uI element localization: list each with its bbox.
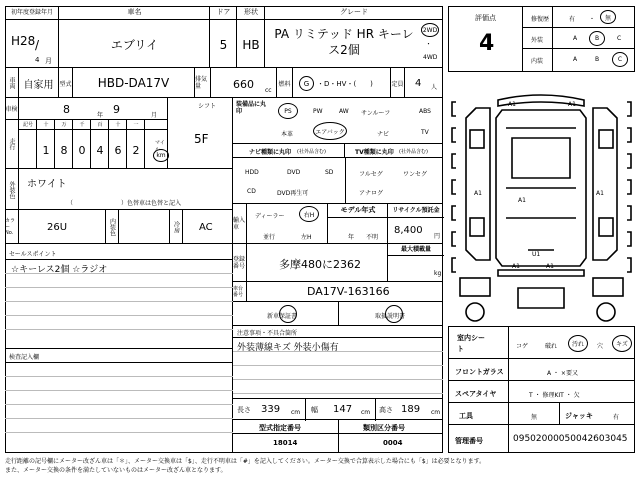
mileage-digit: 4 [96, 144, 104, 157]
navi-dvd: DVD [287, 169, 301, 176]
seat-scratch: キズ [612, 335, 632, 352]
dims-hgt-value: 189 [401, 404, 421, 415]
navi-hdd: HDD [245, 169, 259, 176]
chassis-block [233, 282, 443, 302]
tv-label: TV種類に丸印 [355, 149, 394, 156]
mileage-grid [19, 120, 167, 168]
warranty-block [233, 302, 443, 326]
model-value: HBD-DA17V [73, 68, 195, 98]
inspect-month-unit: 月 [151, 112, 158, 119]
door-label: ドア [210, 6, 237, 20]
exterior-a: A [573, 35, 578, 42]
repair-no: 無 [600, 10, 616, 24]
dims-block [233, 398, 443, 420]
mileage-digit: 1 [42, 144, 50, 157]
mileage-digit: 0 [78, 144, 86, 157]
equip-block [233, 98, 443, 144]
equip-abs: ABS [419, 108, 431, 115]
eval-block [448, 6, 635, 72]
jack-value: 有 [613, 414, 620, 421]
warranty-book: 新車保証書 [267, 313, 298, 320]
inspector-lines [5, 362, 233, 454]
dims-len-value: 339 [261, 404, 281, 415]
tools-value: 無 [531, 414, 538, 421]
reg-year: H28 [11, 34, 36, 48]
footer-line1: 走行距離の記号欄にメーター改ざん車は「＊」、メーター交換車は「$」、走行不明車は「#」を記入してください。メーター交換で合算表示した場合にも「$」は必要となります。 [5, 458, 486, 465]
interior-a: A [573, 56, 578, 63]
exterior-label: 外装 [531, 37, 544, 44]
shift-value: 5F [194, 132, 209, 146]
sales-point-label: セールスポイント [9, 251, 57, 258]
colorno-value: 26U [47, 222, 68, 233]
plate-label: 登録番号 [233, 244, 247, 282]
tv-label-note: (社外品含む) [399, 149, 428, 155]
equip-ps: PS [278, 103, 298, 119]
sales-lines [5, 259, 233, 348]
recycle-value: 8,400 [394, 225, 423, 236]
footer-note [5, 457, 635, 475]
notes-label: 注意事項・不具合箇所 [237, 330, 298, 337]
notes-lines [233, 337, 443, 398]
repair-sep: ・ [589, 16, 596, 23]
colorno-block [5, 210, 233, 244]
equip-navi: ナビ [377, 131, 390, 138]
disp-unit: cc [265, 87, 272, 94]
type-block [233, 420, 443, 453]
mark-mid: A1 [518, 197, 526, 204]
type-no-label: 型式指定番号 [259, 424, 301, 432]
mileage-digit-header: 千 [79, 122, 85, 128]
repair-yes: 有 [569, 16, 576, 23]
warranty-manual: 取扱説明書 [375, 313, 406, 320]
exterior-b: B [589, 31, 605, 46]
fuel-label: 燃料 [277, 68, 293, 98]
model-label: 型式 [59, 68, 73, 98]
sales-point-value: ☆キーレス2個 ☆ラジオ [11, 265, 108, 275]
right-table [448, 326, 635, 453]
sales-point-block [5, 244, 233, 348]
reg-label: 初年度登録年月 [5, 6, 59, 20]
mark-right-door: A1 [596, 190, 604, 197]
load-label: 最大積載量 [388, 244, 444, 256]
cap-unit: 人 [431, 84, 438, 91]
notes-value: 外装薄線キズ 外装小傷有 [237, 343, 339, 353]
eval-label: 評価点 [475, 14, 496, 22]
vclass-value: 自家用 [19, 68, 59, 98]
seat-hole: 穴 [597, 343, 604, 350]
tv-oneseg: ワンセグ [403, 171, 428, 178]
inspect-year: 8 [63, 103, 70, 116]
mark-rear-left: A1 [512, 263, 520, 270]
import-left: 左H [301, 234, 312, 241]
type-no-value: 18014 [273, 439, 298, 447]
import-right: 右H [299, 206, 319, 222]
equip-tv: TV [421, 129, 429, 136]
interior-c: C [612, 52, 628, 67]
seat-burn: コゲ [516, 343, 529, 350]
plate-value: 多摩480に2362 [279, 258, 361, 271]
cap-value: 4 [415, 78, 422, 89]
mileage-digit: 6 [114, 144, 122, 157]
notes-block [233, 326, 443, 398]
mileage-label: 走行 [5, 120, 19, 168]
navi-sd: SD [325, 169, 334, 176]
tv-analog: アナログ [359, 190, 384, 197]
navi-label-note: (社外品含む) [297, 149, 326, 155]
jack-label: ジャッキ [565, 412, 593, 420]
name-label: 車名 [59, 6, 210, 20]
damage-diagram [448, 78, 635, 322]
shape-value: HB [242, 38, 260, 52]
inspect-block [5, 98, 233, 168]
shape-label: 形状 [237, 6, 265, 20]
navi-cd: CD [247, 188, 256, 195]
recycle-unit: 円 [434, 233, 441, 240]
dims-len-unit: cm [291, 409, 301, 416]
inspect-month: 9 [113, 103, 120, 116]
vclass-label: 車両 [5, 68, 19, 98]
model-year-label: モデル年式 [328, 204, 388, 218]
dims-hgt-unit: cm [431, 409, 441, 416]
inspect-label: 車検 [5, 98, 19, 120]
ac-label: 冷房 [169, 210, 183, 244]
mark-front-bumper: A1 [508, 101, 516, 108]
exterior-c: C [617, 35, 622, 42]
import-dealer: ディーラー [255, 213, 285, 220]
class-no-value: 0004 [383, 439, 403, 447]
km-label: km [153, 149, 169, 162]
import-parallel: 並行 [263, 234, 276, 241]
equip-pw: PW [313, 108, 323, 115]
import-label: 輸入車 [233, 204, 247, 244]
mileage-digit: 2 [132, 144, 140, 157]
color-block [5, 168, 233, 210]
mgmt-value: 09502000050042603045 [513, 434, 628, 444]
equip-aw: AW [339, 108, 349, 115]
mark-front-right: A1 [568, 101, 576, 108]
warranty-manual-circle [385, 305, 403, 323]
dims-len-label: 長さ [237, 406, 251, 414]
shift-label: シフト [198, 103, 217, 110]
equip-label: 装備品に丸印 [236, 101, 267, 115]
grade-value: PA リミテッド HR キーレス2個 [274, 27, 414, 57]
trim-label: 内装色 [105, 210, 119, 244]
dims-wid-value: 147 [333, 404, 353, 415]
footer-line2: また、メーター交換の条件を満たしていないものはメーター改ざん車となります。 [5, 467, 227, 474]
dims-wid-unit: cm [361, 409, 371, 416]
interior-b: B [595, 56, 600, 63]
seat-tear: 破れ [545, 343, 558, 350]
colorno-label: カラーNo. [5, 210, 19, 244]
repair-label: 修復歴 [531, 16, 550, 23]
dims-wid-label: 幅 [311, 406, 318, 414]
ac-value: AC [199, 222, 213, 233]
mile-label: マイル [155, 140, 165, 153]
import-block [233, 204, 443, 244]
mgmt-label: 管理番号 [455, 437, 483, 445]
glass-label: フロントガラス [455, 368, 504, 376]
spare-label: スペアタイヤ [455, 390, 497, 398]
mark-left-door: A1 [474, 190, 482, 197]
recycle-label: リサイクル預託金 [388, 204, 444, 218]
color-value: ホワイト [27, 179, 67, 190]
door-value: 5 [219, 38, 228, 52]
reg-sep: / [35, 38, 40, 52]
spare-value: T ・ 修理KIT ・ 欠 [529, 392, 580, 399]
name-value: エブリイ [110, 38, 159, 52]
equip-leather: 本革 [281, 131, 294, 138]
color-label: 外装色 [5, 169, 19, 211]
drive-2wd: 2WD [421, 23, 439, 37]
grade-label: グレード [265, 6, 443, 20]
navi-label: ナビ種類に丸印 [249, 149, 292, 156]
mileage-digit-header: 万 [61, 122, 67, 128]
reg-month-unit: 月 [45, 57, 52, 65]
row-vehicle [5, 68, 443, 98]
interior-label: 内装 [531, 58, 544, 65]
class-no-label: 類別区分番号 [363, 424, 405, 432]
model-year-unit: 年 [348, 234, 355, 241]
fuel-rest: ・D・HV・( ) [317, 80, 373, 88]
eval-value: 4 [479, 31, 495, 56]
equip-airbag: エアバック [313, 122, 347, 140]
cap-label: 定員 [391, 68, 405, 98]
inspector-block [5, 348, 233, 453]
mileage-digit-header: 記号 [22, 122, 33, 128]
drive-4wd: 4WD [423, 54, 438, 61]
mileage-digit: 8 [60, 144, 68, 157]
mark-rear: U1 [532, 251, 541, 258]
drive-dot: ・ [425, 40, 432, 48]
seat-label: 室内シート [457, 334, 485, 353]
reg-month: 4 [35, 56, 40, 64]
model-year-unknown: 不明 [366, 234, 379, 241]
navi-dvd-play: DVD再生可 [277, 190, 309, 197]
color-note: （ ）色替車は色替と記入 [67, 200, 182, 207]
car-outline-svg [448, 78, 635, 322]
tools-label: 工具 [459, 412, 473, 420]
disp-value: 660 [233, 78, 254, 91]
inspector-label: 検査記入欄 [9, 354, 40, 361]
plate-block [233, 244, 443, 282]
dims-hgt-label: 高さ [379, 406, 393, 414]
mileage-digit-header: 百 [97, 122, 103, 128]
mileage-digit-header: 十 [115, 122, 121, 128]
mark-rear-right: A1 [546, 263, 554, 270]
header-row [5, 6, 443, 68]
glass-value: A ・ ×要又 [547, 370, 578, 377]
chassis-label: 車台番号 [233, 282, 247, 302]
equip-sunroof: サンルーフ [361, 110, 391, 117]
tv-fullseg: フルセグ [359, 171, 383, 178]
inspect-year-unit: 年 [97, 112, 104, 119]
mileage-digit-header: 十 [43, 122, 49, 128]
seat-dirt: 汚れ [568, 335, 588, 352]
disp-label: 排気量 [195, 68, 211, 98]
fuel-g: G [299, 76, 314, 91]
navi-tv-block [233, 144, 443, 204]
mileage-digit-header: 一 [133, 122, 139, 128]
warranty-book-circle [279, 305, 297, 323]
load-unit: kg [434, 270, 442, 277]
chassis-value: DA17V-163166 [307, 285, 390, 298]
